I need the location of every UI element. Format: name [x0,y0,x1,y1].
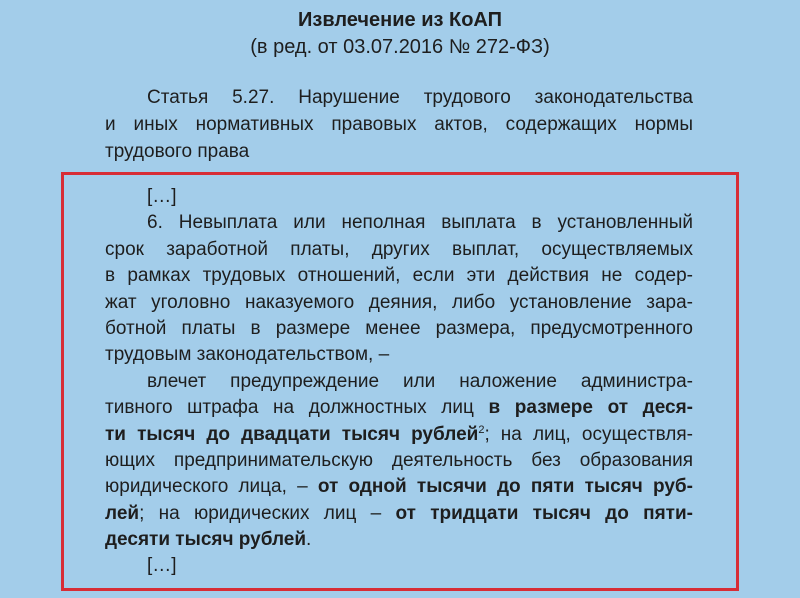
penalty-amount-legal-entities: от тридцати тысяч до пяти- [395,502,693,524]
penalty-amount-entrepreneurs: от одной тысячи до пяти тысяч руб- [317,476,693,498]
penalty-line: влечет предупреждение или наложение администра- [147,370,693,392]
paragraph-6-line: в рамках трудовых отношений, если эти действия не содер- [105,265,693,287]
paragraph-6-line: срок заработной платы, других выплат, осуществляемых [105,238,693,260]
ellipsis-bottom: […] [147,555,177,577]
penalty-amount-legal-entities: десяти тысяч рублей [105,529,307,551]
penalty-text: ; на юридических лиц – [139,502,396,524]
penalty-line [105,395,693,421]
penalty-line [105,527,693,553]
article-heading-line: Статья 5.27. Нарушение трудового законодательства [147,87,693,108]
article-heading [105,84,693,165]
penalty-text: . [306,529,312,551]
paragraph-6-line: ботной платы в размере менее размера, предусмотренного [105,317,693,339]
penalty-text: юридического лица, – [105,476,318,498]
document-subtitle: (в ред. от 03.07.2016 № 272-ФЗ) [250,36,550,58]
penalty-text: тивного штрафа на должностных лиц [105,397,489,419]
penalty-amount-officials: в размере от деся- [488,397,693,419]
footnote-mark: 2 [478,423,485,436]
document-title: Извлечение из КоАП [298,9,502,31]
excerpt-text [105,184,693,580]
article-heading-line: и иных нормативных правовых актов, содержащих нормы [105,114,693,135]
penalty-text: ; на лиц, осуществля- [484,423,694,445]
penalty-line [105,422,693,448]
penalty-line [105,474,693,500]
paragraph-6-line: трудовым законодательством, – [105,344,390,366]
ellipsis-top: […] [147,186,177,207]
penalty-line [105,501,693,527]
paragraph-6-line: 6. Невыплата или неполная выплата в установленный [147,212,693,234]
paragraph-6-line: жат уголовно наказуемого деяния, либо установление зара- [105,291,693,313]
penalty-line: ющих предпринимательскую деятельность без образования [105,449,693,471]
article-heading-line: трудового права [105,141,250,162]
penalty-amount-entrepreneurs: лей [105,502,140,524]
penalty-amount-officials: ти тысяч до двадцати тысяч рублей [105,423,479,445]
